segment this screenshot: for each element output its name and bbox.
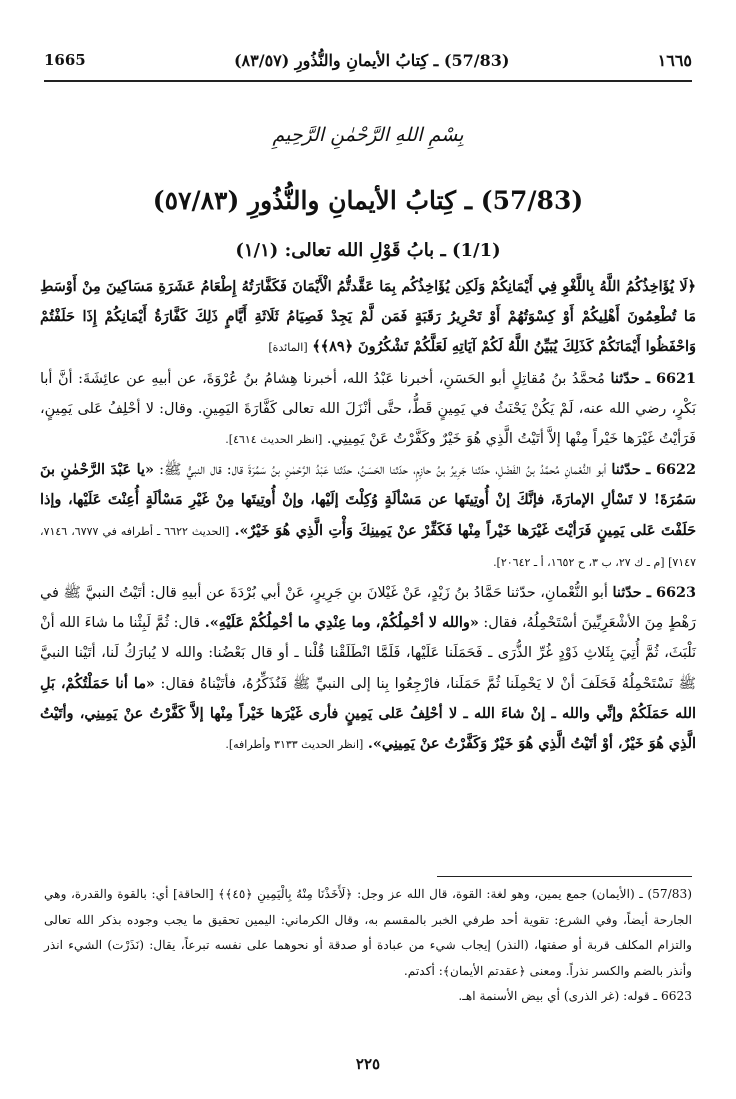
footnotes	[44, 882, 692, 1010]
main-text	[40, 272, 696, 760]
footnote-book: (57/83) ـ (الأيمان) جمع يمين، وهو لغة: القوة، قال الله عز وجل: ﴿لَأَخَذْنَا مِنْهُ بِالْيَمِينِ ﴿٤٥﴾﴾ [الحاقة] أي: بالقوة والقدرة، وهي الجارحة أيضاً، وفي الشرع: تقوية أحد طرفي الخبر بالمقسم به، وقال الكرماني: اليمين تحقيق ما يجب وجوده بذكر الله تعالى والتزام المكلف قربة أو صفتها، (النذر) إيجاب شيء من عبادة أو صدقة أو نحوهما على نفسه تبرعاً، يقال: (نَذَرْت) الشيء انذر وأنذر بالضم والكسر نذراً. ومعنى ﴿عقدتم الأيمان﴾: أكدتم.	[44, 887, 692, 978]
hadith-6622	[40, 455, 696, 578]
basmala: بِسْمِ اللهِ الرَّحْمٰنِ الرَّحِيمِ	[272, 124, 464, 146]
chapter-title: (1/1) ـ بابُ قَوْلِ الله تعالى: (١/١)	[235, 240, 501, 261]
footnote-6623: 6623 ـ قوله: (غر الذرى) أي بيض الأسنمة اهـ.	[458, 989, 692, 1003]
page-number-arabic: ١٦٦٥	[657, 50, 692, 70]
page-number-footer: ٢٢٥	[355, 1055, 381, 1073]
hadith-number: 6622 ـ حدّثنا	[611, 461, 697, 479]
quran-verse	[40, 272, 696, 364]
hadith-6623	[40, 578, 696, 760]
hadith-number: 6623 ـ حدّثنا	[612, 584, 696, 602]
quran-text: ﴿لَا يُؤَاخِذُكُمُ اللَّهُ بِاللَّغْوِ فِي أَيْمَانِكُمْ وَلَكِن يُؤَاخِذُكُم بِمَا عَقَّدتُّمُ الْأَيْمَانَ فَكَفَّارَتُهُ إِطْعَامُ عَشَرَةِ مَسَاكِينَ مِنْ أَوْسَطِ مَا تُطْعِمُونَ أَهْلِيكُمْ أَوْ كِسْوَتُهُمْ أَوْ تَحْرِيرُ رَقَبَةٍ فَمَن لَّمْ يَجِدْ فَصِيَامُ ثَلَاثَةِ أَيَّامٍ ذَلِكَ كَفَّارَةُ أَيْمَانِكُمْ إِذَا حَلَفْتُمْ وَاحْفَظُوا أَيْمَانَكُمْ كَذَلِكَ يُبَيِّنُ اللَّهُ لَكُمْ آيَاتِهِ لَعَلَّكُمْ تَشْكُرُونَ ﴿٨٩﴾﴾	[40, 278, 696, 356]
hadith-text: أبو النُّعْمانِ، حدّثنا حَمَّادُ بنُ زَيْدٍ، عَنْ غَيْلانَ بنِ جَرِيرٍ، عَنْ أبي بُرْدَةَ عن أبيهِ قال: أتَيْتُ النبيَّ ﷺ في رَهْطٍ مِنَ الأشْعَرِيِّينَ أسْتَحْمِلُهُ، فقال:	[40, 585, 697, 632]
hadith-quote: «ما أنا حَمَلْتُكُمْ، بَلِ الله حَمَلَكُمْ وإنِّي والله ـ إنْ شاءَ الله ـ لا أحْلِفُ عَلى يَمِينٍ فأرى غَيْرَها خَيْراً مِنْها إلاَّ كَفَّرْتُ عنْ يَمِينِي، وأتَيْتُ الَّذِي هُوَ خَيْرٌ، أوْ أتَيْتُ الَّذِي هُوَ خَيْرٌ وَكَفَّرْتُ عنْ يَمِينِي».	[40, 674, 696, 753]
hadith-text: قال: ثُمَّ لَبِثْنا ما شاءَ الله أنْ نَلْبَثَ، ثُمَّ أُتِيَ بِثَلاثِ ذَوْدٍ غُرِّ الذُّرَى ـ فَحَمَلَنا عَلَيْها، فَلَمَّا انْطَلَقْنا قُلْنا ـ أو قال بَعْضُنا: والله لا يُبارَكُ لَنا، أتَيْنا النبيَّ ﷺ نَسْتَحْمِلُهُ فَحَلَفَ أنْ لا يَحْمِلَنا ثُمَّ حَمَلَنا، فارْجِعُوا بِنا إلى النبيِّ ﷺ فَنُذَكِّرُهُ، فأتَيْناهُ فقال:	[40, 615, 697, 692]
footnote-divider	[437, 876, 692, 877]
hadith-ref: [انظر الحديث ٣١٣٣ وأطرافه].	[225, 738, 364, 752]
hadith-ref: [انظر الحديث ٤٦١٤].	[225, 433, 323, 447]
running-title: (57/83) ـ كِتابُ الأيمانِ والنُّذُورِ (٨٣/٥٧)	[233, 50, 510, 70]
hadith-number: 6621 ـ حدّثنا	[610, 369, 697, 387]
hadith-text: مُحمَّدُ بنُ مُقاتِلٍ أبو الحَسَنِ، أخبرنا عَبْدُ الله، أخبرنا هِشامُ بنُ عُرْوَةَ، عن أبيهِ عن عائِشَةَ: أنَّ أبا بَكْرٍ، رضي الله عنه، لَمْ يَكُنْ يَحْنَثُ في يَمِينٍ قَطُّ، حتَّى أنْزَلَ الله تعالى كَفَّارَةَ اليَمِينِ. وقال: لا أحْلِفُ عَلى يَمِينٍ، فَرَأيْتُ غَيْرَها خَيْراً مِنْها إلاَّ أتَيْتُ الَّذِي هُوَ خَيْرٌ وكَفَّرْتُ عَنْ يَمِينِي.	[40, 370, 696, 448]
hadith-quote: «يا عَبْدَ الرَّحْمٰنِ بنَ سَمُرَةَ! لا تَسْألِ الإمارَةَ، فإنَّكَ إنْ أُوتِيتَها عن مَسْألَةٍ وُكِلْتَ إلَيْها، وإنْ أُوتِيتَها مِنْ غَيْرِ مَسْألَةٍ أُعِنْتَ عَلَيْها، وإذا حَلَفْتَ عَلى يَمِينٍ فَرَأيْتَ غَيْرَها خَيْراً مِنْها فَكَفِّرْ عنْ يَمِينِكَ وَأْتِ الَّذِي هُوَ خَيْرٌ».	[40, 461, 697, 539]
page-number-latin: 1665	[44, 51, 86, 69]
hadith-6621	[40, 364, 696, 456]
book-title: (57/83) ـ كِتابُ الأيمانِ والنُّذُورِ (٥٧/٨٣)	[152, 186, 584, 215]
hadith-text: أبو النُّعْمانِ مُحمَّدُ بنُ الفَضْلِ، حدّثنا جَرِيرُ بنُ حازِمٍ، حدّثنا الحَسَنُ، حدّثنا عَبْدُ الرَّحْمٰنِ بنُ سَمُرَةَ قال: قال النبيُّ ﷺ:	[159, 462, 607, 479]
quran-ref: [المائدة]	[268, 341, 308, 355]
running-header	[44, 40, 692, 82]
hadith-quote: «والله لا أحْمِلُكُمْ، وما عِنْدِي ما أحْمِلُكُمْ عَلَيْهِ».	[204, 614, 479, 632]
hadith-ref: [الحديث ٦٦٢٢ ـ أطرافه في ٦٧٧٧، ٧١٤٦، ٧١٤٧] [م ـ ك ٢٧، ب ٣، ح ١٦٥٢، أ ـ ٢٠٦٤٢].	[40, 524, 696, 569]
